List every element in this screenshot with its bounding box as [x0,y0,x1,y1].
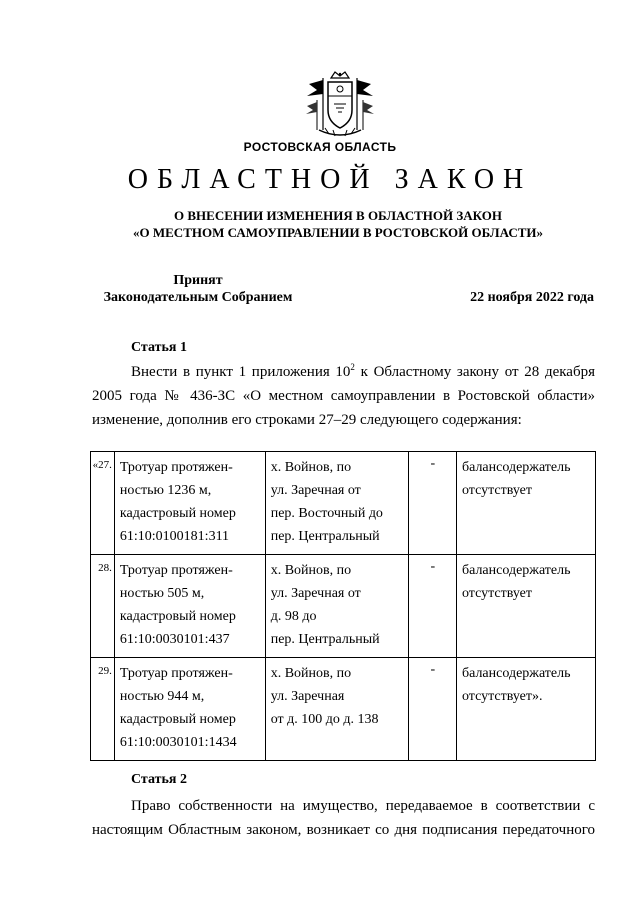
balance-holder-cell [456,658,595,761]
object-description-cell [114,555,265,658]
object-location-line: х. Войнов, по [270,460,352,475]
balance-holder-line: балансодержатель [461,666,571,681]
article-2-text [92,794,595,842]
object-description-line: кадастровый номер [119,712,236,727]
article-2-line-2: настоящим Областным законом, возникает со дня подписания передаточного [92,822,595,838]
article-1-heading: Статья 1 [131,340,187,355]
balance-holder-line: балансодержатель [461,460,571,475]
empty-value-cell: - [408,658,456,761]
row-number-cell: «27. [91,452,115,555]
object-description-line: кадастровый номер [119,506,236,521]
object-location-line: ул. Заречная от [270,483,361,498]
object-location-line: от д. 100 до д. 138 [270,712,379,727]
object-location-line: ул. Заречная от [270,586,361,601]
object-description-line: 61:10:0030101:437 [119,632,230,647]
balance-holder-line: балансодержатель [461,563,571,578]
article-1-text [92,360,595,432]
object-description-cell [114,658,265,761]
adoption-date: 22 ноября 2022 года [470,290,594,305]
object-location-cell [265,452,408,555]
empty-value-cell: - [408,452,456,555]
article-1-superscript: 2 [350,362,355,372]
balance-holder-cell [456,555,595,658]
object-location-line: х. Войнов, по [270,666,352,681]
object-description-line: ностью 1236 м, [119,483,212,498]
article-2-line-1: Право собственности на имущество, передаваемое в соответствии с [131,798,595,814]
items-table-body [91,452,596,761]
table-row [91,452,596,555]
adoption-line-1: Принят [173,273,223,288]
law-title [0,207,640,241]
row-number-cell: 28. [91,555,115,658]
object-location-line: ул. Заречная [270,689,345,704]
balance-holder-line: отсутствует [461,483,533,498]
object-location-line: пер. Центральный [270,632,380,647]
row-number-cell: 29. [91,658,115,761]
object-description-line: 61:10:0030101:1434 [119,735,237,750]
balance-holder-line: отсутствует». [461,689,543,704]
object-description-cell [114,452,265,555]
object-location-line: д. 98 до [270,609,317,624]
article-1-line-1 [92,360,595,384]
object-description-line: Тротуар протяжен- [119,666,233,681]
article-2-heading: Статья 2 [131,772,187,787]
object-location-line: пер. Восточный до [270,506,383,521]
object-location-cell [265,658,408,761]
adoption-block [92,272,304,306]
object-description-line: ностью 944 м, [119,689,205,704]
object-description-line: Тротуар протяжен- [119,460,233,475]
law-type-heading: ОБЛАСТНОЙ ЗАКОН [127,164,533,195]
law-title-line-1: О ВНЕСЕНИИ ИЗМЕНЕНИЯ В ОБЛАСТНОЙ ЗАКОН [174,208,502,223]
object-description-line: 61:10:0100181:311 [119,529,230,544]
table-row [91,555,596,658]
rostov-coat-of-arms-icon [303,70,377,142]
object-location-line: х. Войнов, по [270,563,352,578]
items-table [90,451,596,761]
adoption-line-2: Законодательным Собранием [103,290,293,305]
balance-holder-cell [456,452,595,555]
object-description-line: кадастровый номер [119,609,236,624]
article-1-line-1-a: Внести в пункт 1 приложения 10 [131,364,351,380]
object-location-line: пер. Центральный [270,529,380,544]
empty-value-cell: - [408,555,456,658]
object-description-line: ностью 505 м, [119,586,205,601]
table-row [91,658,596,761]
balance-holder-line: отсутствует [461,586,533,601]
region-name: РОСТОВСКАЯ ОБЛАСТЬ [243,140,397,154]
article-1-line-3: изменение, дополнив его строками 27–29 следующего содержания: [92,412,522,428]
law-title-line-2: «О МЕСТНОМ САМОУПРАВЛЕНИИ В РОСТОВСКОЙ ОБЛАСТИ» [133,225,543,240]
object-location-cell [265,555,408,658]
object-description-line: Тротуар протяжен- [119,563,233,578]
article-1-line-1-b: к Областному закону от 28 декабря [354,364,595,380]
article-1-line-2: 2005 года № 436-ЗС «О местном самоуправлении в Ростовской области» [92,388,595,404]
